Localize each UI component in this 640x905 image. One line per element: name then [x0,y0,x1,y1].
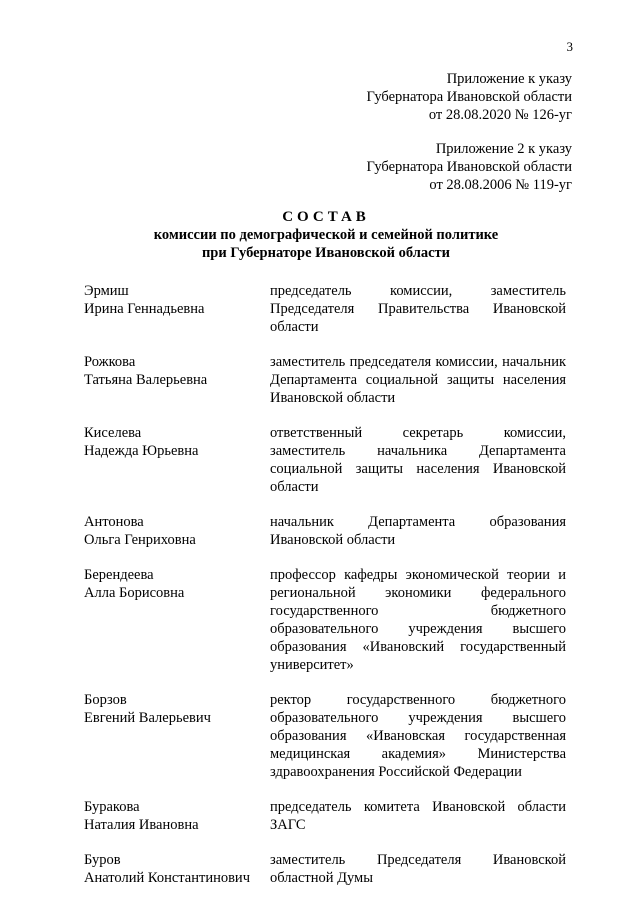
member-surname: Эрмиш [84,283,129,299]
member-name [84,513,270,549]
document-title [0,208,640,262]
member-name [84,851,270,887]
member-given-name: Надежда Юрьевна [84,443,199,459]
appendix-original-line-3: от 28.08.2006 № 119-уг [429,177,572,193]
member-row [84,566,566,674]
member-surname: Киселева [84,425,142,441]
member-given-name: Алла Борисовна [84,585,185,601]
member-role: председатель комиссии, заместитель Председателя Правительства Ивановской области [270,283,566,335]
appendix-current-line-2: Губернатора Ивановской области [366,89,572,105]
appendix-current-line-1: Приложение к указу [446,71,572,87]
member-surname: Буракова [84,799,140,815]
member-role: ответственный секретарь комиссии, заместитель начальника Департамента социальной защиты населения Ивановской области [270,425,566,495]
member-row [84,353,566,407]
member-row [84,424,566,496]
member-given-name: Ирина Геннадьевна [84,301,205,317]
members-list [84,282,566,904]
member-name [84,282,270,336]
member-given-name: Татьяна Валерьевна [84,372,208,388]
member-surname: Буров [84,852,121,868]
member-given-name: Анатолий Константинович [84,870,250,886]
title-subtitle-line-1: комиссии по демографической и семейной политике [153,227,499,243]
member-name [84,566,270,674]
member-given-name: Наталия Ивановна [84,817,199,833]
member-row [84,513,566,549]
member-name [84,691,270,781]
member-row [84,282,566,336]
member-surname: Рожкова [84,354,136,370]
member-surname: Берендеева [84,567,154,583]
member-row [84,691,566,781]
title-main: СОСТАВ [282,209,370,225]
member-row [84,798,566,834]
member-surname: Антонова [84,514,144,530]
appendix-original-line-1: Приложение 2 к указу [435,141,572,157]
member-name [84,798,270,834]
appendix-original-header [367,140,572,194]
member-given-name: Ольга Генриховна [84,532,196,548]
appendix-current-line-3: от 28.08.2020 № 126-уг [428,107,572,123]
appendix-current-header [367,70,572,124]
member-role: начальник Департамента образования Ивановской области [270,514,566,548]
member-surname: Борзов [84,692,127,708]
appendix-original-line-2: Губернатора Ивановской области [366,159,572,175]
page-number: 3 [566,39,573,54]
member-role: заместитель Председателя Ивановской областной Думы [270,852,566,886]
member-role: профессор кафедры экономической теории и региональной экономики федерального государственного бюджетного образовательного учреждения высшего образования «Ивановский государственный университет» [270,567,566,673]
member-role: председатель комитета Ивановской области ЗАГС [270,799,566,833]
member-name [84,353,270,407]
title-subtitle-line-2: при Губернаторе Ивановской области [201,245,451,261]
member-row [84,851,566,887]
member-role: ректор государственного бюджетного образовательного учреждения высшего образования «Ивановская государственная медицинская академия» Министерства здравоохранения Российской Федерации [270,692,566,780]
member-given-name: Евгений Валерьевич [84,710,211,726]
member-name [84,424,270,496]
member-role: заместитель председателя комиссии, начальник Департамента социальной защиты населения Ивановской области [270,354,566,406]
